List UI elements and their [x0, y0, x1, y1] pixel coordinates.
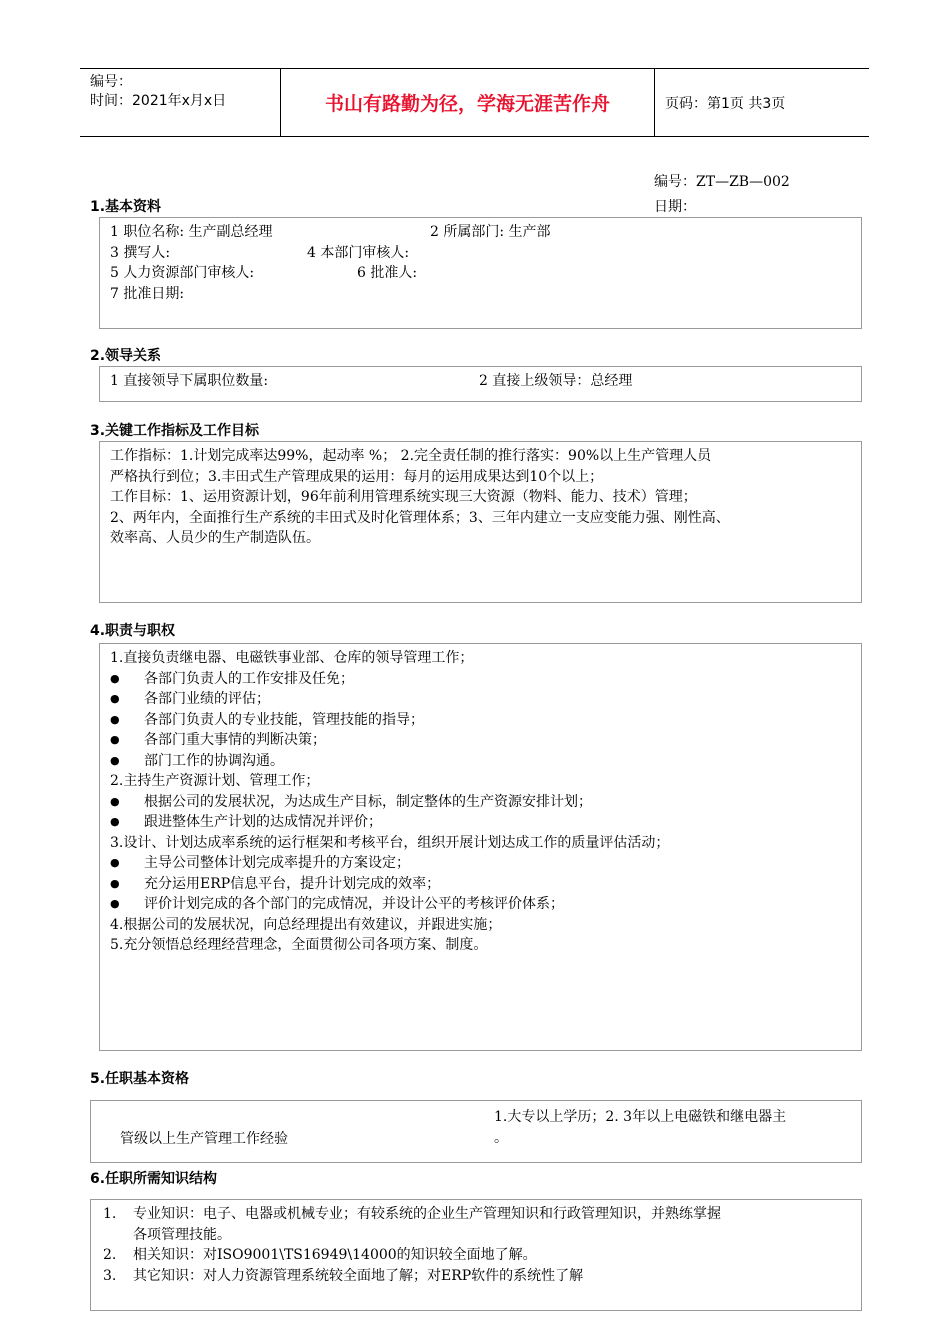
goal-line: 2、两年内，全面推行生产系统的丰田式及时化管理体系；3、三年内建立一支应变能力强、刚性高、 [110, 509, 730, 526]
duty-item: 4.根据公司的发展状况，向总经理提出有效建议，并跟进实施； [110, 916, 502, 933]
section-4-heading: 4.职责与职权 [90, 623, 176, 639]
leadership-box [99, 366, 862, 402]
duty-item: 2.主持生产资源计划、管理工作； [110, 773, 320, 789]
duty-subitem: 主导公司整体计划完成率提升的方案设定； [144, 855, 410, 871]
duty-subitem: 各部门业绩的评估； [144, 691, 270, 707]
education-requirement [494, 1107, 786, 1148]
writer: 3 撰写人: [110, 244, 171, 261]
hr-reviewer: 5 人力资源部门审核人: [110, 265, 255, 281]
education-line: 1.大专以上学历；2. 3年以上电磁铁和继电器主 [494, 1109, 787, 1125]
list-number: 3. [103, 1267, 117, 1284]
bullet-icon: ● [110, 794, 120, 808]
kpi-line: 严格执行到位；3.丰田式生产管理成果的运用：每月的运用成果达到10个以上； [110, 468, 604, 485]
bullet-icon: ● [110, 856, 120, 869]
page-info: 页码：第1页 共3页 [665, 95, 786, 112]
direct-superior: 2 直接上级领导：总经理 [479, 373, 633, 389]
experience-requirement: 管级以上生产管理工作经验 [120, 1131, 288, 1147]
duty-subitem: 跟进整体生产计划的达成情况并评价； [144, 814, 382, 830]
duty-subitem: 根据公司的发展状况，为达成生产目标，制定整体的生产资源安排计划； [144, 793, 592, 810]
list-number: 1. [103, 1206, 117, 1222]
knowledge-item: 专业知识：电子、电器或机械专业；有较系统的企业生产管理知识和行政管理知识，并熟练掌握 [133, 1206, 721, 1222]
bullet-icon: ● [110, 712, 120, 726]
number-label: 编号： [90, 74, 132, 90]
duty-subitem: 各部门负责人的工作安排及任免； [144, 670, 354, 687]
department: 2 所属部门: 生产部 [430, 224, 551, 240]
duty-subitem: 充分运用ERP信息平台，提升计划完成的效率； [144, 875, 441, 892]
duty-item: 1.直接负责继电器、电磁铁事业部、仓库的领导管理工作； [110, 650, 474, 666]
goal-line: 工作目标：1、运用资源计划，96年前利用管理系统实现三大资源（物料、能力、技术）管理； [110, 489, 697, 505]
dept-reviewer: 4 本部门审核人: [307, 244, 410, 261]
bullet-icon: ● [110, 897, 120, 910]
duties-box [99, 643, 862, 1051]
qualifications-box [90, 1100, 862, 1163]
knowledge-item-cont: 各项管理技能。 [133, 1226, 231, 1243]
education-line: 。 [494, 1129, 508, 1146]
duty-item: 5.充分领悟总经理经营理念，全面贯彻公司各项方案、制度。 [110, 937, 488, 953]
duty-subitem: 各部门负责人的专业技能，管理技能的指导； [144, 711, 424, 728]
kpi-box [99, 441, 862, 603]
bullet-icon: ● [110, 815, 120, 828]
doc-date: 日期： [654, 199, 696, 215]
duty-subitem: 部门工作的协调沟通。 [144, 752, 284, 769]
bullet-icon: ● [110, 733, 120, 746]
knowledge-item: 相关知识：对ISO9001\TS16949\14000的知识较全面地了解。 [133, 1247, 537, 1263]
duty-subitem: 评价计划完成的各个部门的完成情况，并设计公平的考核评价体系； [144, 896, 564, 912]
subordinate-count: 1 直接领导下属职位数量: [110, 373, 269, 389]
bullet-icon: ● [110, 876, 120, 890]
knowledge-box [90, 1199, 862, 1311]
approver: 6 批准人: [357, 265, 418, 281]
approval-date: 7 批准日期: [110, 285, 185, 302]
duty-subitem: 各部门重大事情的判断决策； [144, 732, 326, 748]
knowledge-item: 其它知识：对人力资源管理系统较全面地了解；对ERP软件的系统性了解 [133, 1267, 584, 1284]
bullet-icon: ● [110, 753, 120, 767]
duty-item: 3.设计、计划达成率系统的运行框架和考核平台，组织开展计划达成工作的质量评估活动； [110, 834, 670, 851]
page-header [80, 68, 869, 137]
motto: 书山有路勤为径，学海无涯苦作舟 [281, 69, 655, 136]
position-name: 1 职位名称: 生产副总经理 [110, 224, 273, 240]
kpi-line: 工作指标：1.计划完成率达99%，起动率 %； 2.完全责任制的推行落实：90%以上生产管理人员 [110, 448, 712, 464]
section-1-heading: 1.基本资料 [90, 199, 162, 215]
basic-info-box [99, 217, 862, 329]
list-number: 2. [103, 1247, 117, 1263]
header-left-cell [80, 69, 281, 136]
bullet-icon: ● [110, 692, 120, 705]
time-label: 时间：2021年x月x日 [90, 93, 227, 109]
bullet-icon: ● [110, 671, 120, 685]
goal-line: 效率高、人员少的生产制造队伍。 [110, 530, 320, 546]
section-3-heading: 3.关键工作指标及工作目标 [90, 423, 260, 439]
section-2-heading: 2.领导关系 [90, 348, 162, 364]
doc-code: 编号：ZT—ZB—002 [654, 174, 790, 190]
section-6-heading: 6.任职所需知识结构 [90, 1171, 218, 1187]
section-5-heading: 5.任职基本资格 [90, 1071, 190, 1087]
